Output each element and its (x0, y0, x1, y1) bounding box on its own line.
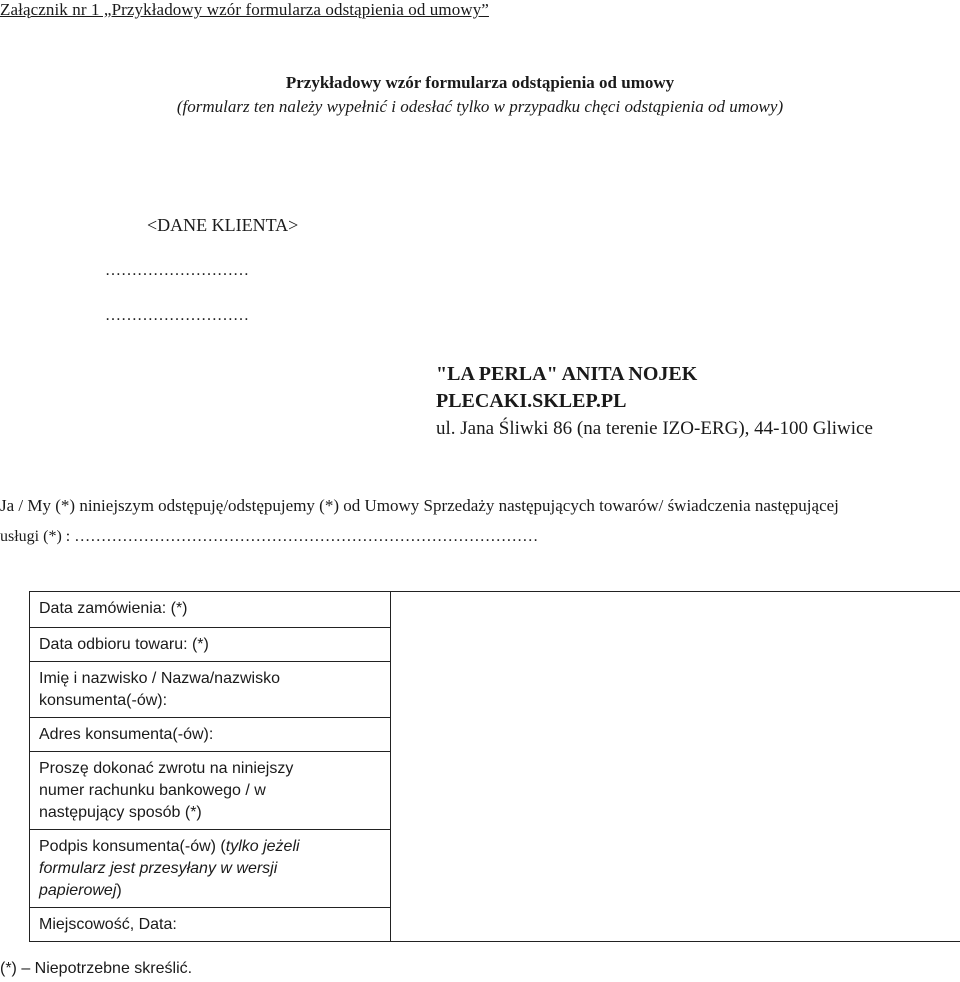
signature-line-2: formularz jest przesyłany w wersji (39, 860, 278, 877)
signature-label (30, 830, 391, 908)
declaration-line-1: Ja / My (*) niniejszym odstępuję/odstępujemy (*) od Umowy Sprzedaży następujących towarów/ świadczenia następującej (0, 496, 839, 515)
receipt-date-label: Data odbioru towaru: (*) (30, 628, 391, 662)
company-name: "LA PERLA" ANITA NOJEK (436, 363, 698, 385)
declaration-prefix: usługi (*) : (0, 528, 75, 545)
refund-label (30, 752, 391, 830)
signature-condition: tylko jeżeli (225, 838, 300, 855)
refund-line-3: następujący sposób (*) (39, 804, 202, 821)
signature-paper: papierowej (39, 882, 117, 899)
company-shop: PLECAKI.SKLEP.PL (436, 390, 627, 412)
withdrawal-form-table (29, 591, 960, 942)
client-line-2: ……………………… (105, 307, 249, 324)
declaration-line-2 (0, 528, 538, 546)
place-date-label: Miejscowość, Data: (30, 908, 391, 942)
signature-close: ) (116, 882, 122, 899)
company-address: ul. Jana Śliwki 86 (na terenie IZO-ERG), 44-100 Gliwice (436, 418, 873, 439)
document-subtitle: (formularz ten należy wypełnić i odesłać tylko w przypadku chęci odstąpienia od umowy) (176, 97, 784, 116)
footnote: (*) – Niepotrzebne skreślić. (0, 960, 193, 977)
consumer-name-label (30, 662, 391, 718)
signature-text: Podpis konsumenta(-ów) ( (39, 838, 226, 855)
table-row (30, 592, 960, 628)
consumer-name-line-2: konsumenta(-ów): (39, 692, 168, 709)
client-line-1: ……………………… (105, 262, 249, 279)
consumer-name-line-1: Imię i nazwisko / Nazwa/nazwisko (39, 670, 280, 687)
client-data-label: <DANE KLIENTA> (147, 215, 299, 235)
document-title: Przykładowy wzór formularza odstąpienia od umowy (285, 73, 675, 92)
consumer-address-label: Adres konsumenta(-ów): (30, 718, 391, 752)
order-date-label: Data zamówienia: (*) (30, 592, 391, 628)
declaration-dots: …………………………………………………………………………… (74, 528, 539, 545)
signature-line-3 (39, 880, 382, 902)
signature-line-1 (39, 836, 382, 858)
form-values-field[interactable] (391, 592, 960, 942)
annex-title: Załącznik nr 1 „Przykładowy wzór formularza odstąpienia od umowy” (0, 0, 489, 19)
refund-line-1: Proszę dokonać zwrotu na niniejszy (39, 760, 294, 777)
refund-line-2: numer rachunku bankowego / w (39, 782, 266, 799)
